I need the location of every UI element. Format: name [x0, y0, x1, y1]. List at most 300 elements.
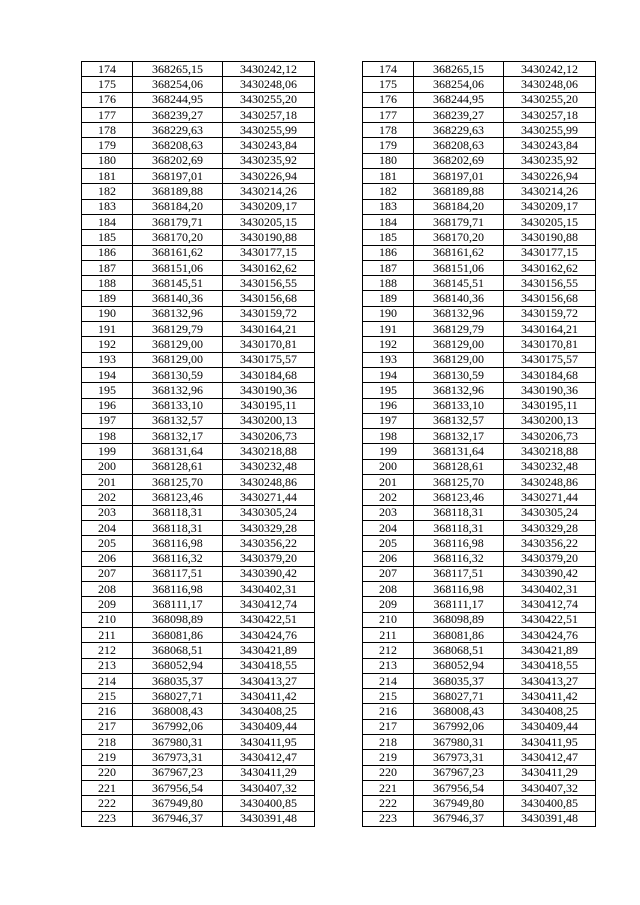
left-point-number-cell: 211	[82, 627, 133, 642]
left-y-coordinate-cell: 3430407,32	[223, 780, 315, 795]
column-gap	[314, 138, 362, 153]
left-y-coordinate-cell: 3430413,27	[223, 673, 315, 688]
table-row	[82, 658, 596, 673]
left-y-coordinate-cell: 3430248,06	[223, 77, 315, 92]
column-gap	[314, 673, 362, 688]
column-gap	[314, 627, 362, 642]
left-y-coordinate-cell: 3430400,85	[223, 796, 315, 811]
right-y-coordinate-cell: 3430418,55	[503, 658, 595, 673]
left-point-number-cell: 175	[82, 77, 133, 92]
table-row	[82, 459, 596, 474]
table-row	[82, 77, 596, 92]
right-point-number-cell: 207	[362, 566, 413, 581]
column-gap	[314, 612, 362, 627]
left-y-coordinate-cell: 3430412,47	[223, 750, 315, 765]
right-y-coordinate-cell: 3430257,18	[503, 107, 595, 122]
left-x-coordinate-cell: 368116,32	[133, 551, 223, 566]
right-y-coordinate-cell: 3430170,81	[503, 337, 595, 352]
column-gap	[314, 398, 362, 413]
right-y-coordinate-cell: 3430243,84	[503, 138, 595, 153]
left-y-coordinate-cell: 3430232,48	[223, 459, 315, 474]
left-point-number-cell: 220	[82, 765, 133, 780]
right-x-coordinate-cell: 368132,57	[414, 413, 504, 428]
left-x-coordinate-cell: 368179,71	[133, 214, 223, 229]
right-y-coordinate-cell: 3430411,29	[503, 765, 595, 780]
left-x-coordinate-cell: 368035,37	[133, 673, 223, 688]
right-y-coordinate-cell: 3430400,85	[503, 796, 595, 811]
left-point-number-cell: 208	[82, 582, 133, 597]
left-point-number-cell: 221	[82, 780, 133, 795]
right-x-coordinate-cell: 368189,88	[414, 184, 504, 199]
right-y-coordinate-cell: 3430391,48	[503, 811, 595, 826]
right-x-coordinate-cell: 368161,62	[414, 245, 504, 260]
right-y-coordinate-cell: 3430248,86	[503, 475, 595, 490]
right-x-coordinate-cell: 367956,54	[414, 780, 504, 795]
left-y-coordinate-cell: 3430195,11	[223, 398, 315, 413]
right-y-coordinate-cell: 3430242,12	[503, 62, 595, 77]
right-y-coordinate-cell: 3430271,44	[503, 490, 595, 505]
left-point-number-cell: 202	[82, 490, 133, 505]
left-x-coordinate-cell: 367980,31	[133, 735, 223, 750]
right-x-coordinate-cell: 368254,06	[414, 77, 504, 92]
table-row	[82, 245, 596, 260]
left-y-coordinate-cell: 3430402,31	[223, 582, 315, 597]
right-x-coordinate-cell: 368117,51	[414, 566, 504, 581]
right-x-coordinate-cell: 368081,86	[414, 627, 504, 642]
left-point-number-cell: 200	[82, 459, 133, 474]
right-y-coordinate-cell: 3430205,15	[503, 214, 595, 229]
right-y-coordinate-cell: 3430412,47	[503, 750, 595, 765]
left-x-coordinate-cell: 368116,98	[133, 582, 223, 597]
left-point-number-cell: 212	[82, 643, 133, 658]
right-y-coordinate-cell: 3430206,73	[503, 429, 595, 444]
right-point-number-cell: 179	[362, 138, 413, 153]
table-row	[82, 276, 596, 291]
right-x-coordinate-cell: 367967,23	[414, 765, 504, 780]
left-y-coordinate-cell: 3430391,48	[223, 811, 315, 826]
left-x-coordinate-cell: 368118,31	[133, 520, 223, 535]
right-y-coordinate-cell: 3430379,20	[503, 551, 595, 566]
table-row	[82, 429, 596, 444]
right-point-number-cell: 177	[362, 107, 413, 122]
left-point-number-cell: 178	[82, 123, 133, 138]
right-point-number-cell: 222	[362, 796, 413, 811]
right-x-coordinate-cell: 368098,89	[414, 612, 504, 627]
column-gap	[314, 780, 362, 795]
right-x-coordinate-cell: 368116,98	[414, 536, 504, 551]
column-gap	[314, 383, 362, 398]
left-x-coordinate-cell: 368123,46	[133, 490, 223, 505]
column-gap	[314, 490, 362, 505]
column-gap	[314, 459, 362, 474]
left-y-coordinate-cell: 3430209,17	[223, 199, 315, 214]
right-point-number-cell: 197	[362, 413, 413, 428]
right-y-coordinate-cell: 3430175,57	[503, 352, 595, 367]
left-point-number-cell: 183	[82, 199, 133, 214]
left-point-number-cell: 199	[82, 444, 133, 459]
right-x-coordinate-cell: 368118,31	[414, 520, 504, 535]
column-gap	[314, 260, 362, 275]
left-x-coordinate-cell: 368111,17	[133, 597, 223, 612]
left-x-coordinate-cell: 368244,95	[133, 92, 223, 107]
table-row	[82, 505, 596, 520]
left-point-number-cell: 186	[82, 245, 133, 260]
table-row	[82, 306, 596, 321]
coordinates-table	[81, 61, 596, 827]
right-point-number-cell: 223	[362, 811, 413, 826]
right-x-coordinate-cell: 368132,96	[414, 306, 504, 321]
right-x-coordinate-cell: 368111,17	[414, 597, 504, 612]
right-x-coordinate-cell: 367973,31	[414, 750, 504, 765]
right-x-coordinate-cell: 368035,37	[414, 673, 504, 688]
left-point-number-cell: 187	[82, 260, 133, 275]
column-gap	[314, 123, 362, 138]
table-row	[82, 184, 596, 199]
table-row	[82, 475, 596, 490]
left-x-coordinate-cell: 368132,17	[133, 429, 223, 444]
table-row	[82, 765, 596, 780]
left-x-coordinate-cell: 368239,27	[133, 107, 223, 122]
table-row	[82, 719, 596, 734]
left-x-coordinate-cell: 368145,51	[133, 276, 223, 291]
right-x-coordinate-cell: 368202,69	[414, 153, 504, 168]
right-y-coordinate-cell: 3430390,42	[503, 566, 595, 581]
right-x-coordinate-cell: 368129,79	[414, 322, 504, 337]
left-point-number-cell: 189	[82, 291, 133, 306]
table-row	[82, 383, 596, 398]
left-point-number-cell: 185	[82, 230, 133, 245]
left-point-number-cell: 184	[82, 214, 133, 229]
right-point-number-cell: 191	[362, 322, 413, 337]
right-x-coordinate-cell: 368130,59	[414, 367, 504, 382]
right-point-number-cell: 217	[362, 719, 413, 734]
right-point-number-cell: 214	[362, 673, 413, 688]
table-row	[82, 199, 596, 214]
left-point-number-cell: 204	[82, 520, 133, 535]
left-y-coordinate-cell: 3430159,72	[223, 306, 315, 321]
right-point-number-cell: 186	[362, 245, 413, 260]
right-point-number-cell: 209	[362, 597, 413, 612]
column-gap	[314, 689, 362, 704]
right-y-coordinate-cell: 3430421,89	[503, 643, 595, 658]
left-y-coordinate-cell: 3430184,68	[223, 367, 315, 382]
left-x-coordinate-cell: 367992,06	[133, 719, 223, 734]
table-row	[82, 582, 596, 597]
right-x-coordinate-cell: 368133,10	[414, 398, 504, 413]
left-y-coordinate-cell: 3430418,55	[223, 658, 315, 673]
left-y-coordinate-cell: 3430156,68	[223, 291, 315, 306]
right-y-coordinate-cell: 3430162,62	[503, 260, 595, 275]
table-row	[82, 153, 596, 168]
right-point-number-cell: 185	[362, 230, 413, 245]
column-gap	[314, 444, 362, 459]
table-row	[82, 536, 596, 551]
right-point-number-cell: 192	[362, 337, 413, 352]
table-row	[82, 138, 596, 153]
left-x-coordinate-cell: 368130,59	[133, 367, 223, 382]
right-y-coordinate-cell: 3430413,27	[503, 673, 595, 688]
left-point-number-cell: 194	[82, 367, 133, 382]
left-y-coordinate-cell: 3430329,28	[223, 520, 315, 535]
left-y-coordinate-cell: 3430190,88	[223, 230, 315, 245]
left-y-coordinate-cell: 3430255,20	[223, 92, 315, 107]
left-x-coordinate-cell: 368117,51	[133, 566, 223, 581]
right-y-coordinate-cell: 3430422,51	[503, 612, 595, 627]
right-x-coordinate-cell: 368123,46	[414, 490, 504, 505]
left-y-coordinate-cell: 3430356,22	[223, 536, 315, 551]
table-row	[82, 627, 596, 642]
column-gap	[314, 551, 362, 566]
right-point-number-cell: 199	[362, 444, 413, 459]
left-y-coordinate-cell: 3430412,74	[223, 597, 315, 612]
column-gap	[314, 199, 362, 214]
column-gap	[314, 643, 362, 658]
left-y-coordinate-cell: 3430235,92	[223, 153, 315, 168]
table-row	[82, 643, 596, 658]
left-x-coordinate-cell: 368151,06	[133, 260, 223, 275]
left-point-number-cell: 182	[82, 184, 133, 199]
left-x-coordinate-cell: 368116,98	[133, 536, 223, 551]
right-point-number-cell: 176	[362, 92, 413, 107]
left-x-coordinate-cell: 368132,57	[133, 413, 223, 428]
right-y-coordinate-cell: 3430156,55	[503, 276, 595, 291]
right-y-coordinate-cell: 3430190,88	[503, 230, 595, 245]
left-point-number-cell: 197	[82, 413, 133, 428]
column-gap	[314, 811, 362, 826]
column-gap	[314, 77, 362, 92]
left-y-coordinate-cell: 3430411,42	[223, 689, 315, 704]
left-x-coordinate-cell: 367946,37	[133, 811, 223, 826]
table-row	[82, 322, 596, 337]
left-point-number-cell: 203	[82, 505, 133, 520]
right-x-coordinate-cell: 368129,00	[414, 352, 504, 367]
right-point-number-cell: 203	[362, 505, 413, 520]
left-point-number-cell: 193	[82, 352, 133, 367]
left-y-coordinate-cell: 3430218,88	[223, 444, 315, 459]
right-x-coordinate-cell: 368068,51	[414, 643, 504, 658]
left-point-number-cell: 213	[82, 658, 133, 673]
left-y-coordinate-cell: 3430206,73	[223, 429, 315, 444]
left-x-coordinate-cell: 368129,00	[133, 352, 223, 367]
left-x-coordinate-cell: 367956,54	[133, 780, 223, 795]
left-point-number-cell: 192	[82, 337, 133, 352]
right-point-number-cell: 205	[362, 536, 413, 551]
right-y-coordinate-cell: 3430356,22	[503, 536, 595, 551]
left-y-coordinate-cell: 3430242,12	[223, 62, 315, 77]
column-gap	[314, 704, 362, 719]
column-gap	[314, 107, 362, 122]
right-point-number-cell: 210	[362, 612, 413, 627]
left-y-coordinate-cell: 3430271,44	[223, 490, 315, 505]
left-x-coordinate-cell: 367949,80	[133, 796, 223, 811]
column-gap	[314, 536, 362, 551]
right-point-number-cell: 200	[362, 459, 413, 474]
left-y-coordinate-cell: 3430255,99	[223, 123, 315, 138]
column-gap	[314, 322, 362, 337]
left-x-coordinate-cell: 368229,63	[133, 123, 223, 138]
left-x-coordinate-cell: 368254,06	[133, 77, 223, 92]
left-x-coordinate-cell: 368189,88	[133, 184, 223, 199]
right-y-coordinate-cell: 3430424,76	[503, 627, 595, 642]
left-point-number-cell: 214	[82, 673, 133, 688]
column-gap	[314, 597, 362, 612]
left-point-number-cell: 201	[82, 475, 133, 490]
table-row	[82, 214, 596, 229]
right-x-coordinate-cell: 368132,96	[414, 383, 504, 398]
left-y-coordinate-cell: 3430156,55	[223, 276, 315, 291]
left-x-coordinate-cell: 368118,31	[133, 505, 223, 520]
left-point-number-cell: 179	[82, 138, 133, 153]
right-y-coordinate-cell: 3430200,13	[503, 413, 595, 428]
right-point-number-cell: 215	[362, 689, 413, 704]
right-point-number-cell: 198	[362, 429, 413, 444]
left-x-coordinate-cell: 368027,71	[133, 689, 223, 704]
left-point-number-cell: 206	[82, 551, 133, 566]
table-row	[82, 123, 596, 138]
table-row	[82, 352, 596, 367]
column-gap	[314, 230, 362, 245]
column-gap	[314, 475, 362, 490]
left-point-number-cell: 218	[82, 735, 133, 750]
right-y-coordinate-cell: 3430159,72	[503, 306, 595, 321]
left-y-coordinate-cell: 3430248,86	[223, 475, 315, 490]
left-y-coordinate-cell: 3430164,21	[223, 322, 315, 337]
table-row	[82, 750, 596, 765]
left-y-coordinate-cell: 3430175,57	[223, 352, 315, 367]
table-row	[82, 260, 596, 275]
column-gap	[314, 750, 362, 765]
left-y-coordinate-cell: 3430390,42	[223, 566, 315, 581]
right-point-number-cell: 196	[362, 398, 413, 413]
column-gap	[314, 429, 362, 444]
left-point-number-cell: 209	[82, 597, 133, 612]
right-y-coordinate-cell: 3430408,25	[503, 704, 595, 719]
column-gap	[314, 62, 362, 77]
left-y-coordinate-cell: 3430205,15	[223, 214, 315, 229]
right-x-coordinate-cell: 368116,98	[414, 582, 504, 597]
table-row	[82, 444, 596, 459]
column-gap	[314, 276, 362, 291]
right-x-coordinate-cell: 368129,00	[414, 337, 504, 352]
right-x-coordinate-cell: 368132,17	[414, 429, 504, 444]
left-x-coordinate-cell: 367967,23	[133, 765, 223, 780]
left-x-coordinate-cell: 368202,69	[133, 153, 223, 168]
right-point-number-cell: 218	[362, 735, 413, 750]
right-x-coordinate-cell: 368027,71	[414, 689, 504, 704]
right-point-number-cell: 181	[362, 169, 413, 184]
right-x-coordinate-cell: 367980,31	[414, 735, 504, 750]
column-gap	[314, 796, 362, 811]
right-y-coordinate-cell: 3430411,95	[503, 735, 595, 750]
column-gap	[314, 169, 362, 184]
right-point-number-cell: 221	[362, 780, 413, 795]
table-row	[82, 398, 596, 413]
column-gap	[314, 352, 362, 367]
right-x-coordinate-cell: 368265,15	[414, 62, 504, 77]
column-gap	[314, 245, 362, 260]
left-point-number-cell: 188	[82, 276, 133, 291]
table-row	[82, 673, 596, 688]
table-row	[82, 780, 596, 795]
right-x-coordinate-cell: 368140,36	[414, 291, 504, 306]
right-x-coordinate-cell: 368170,20	[414, 230, 504, 245]
right-point-number-cell: 189	[362, 291, 413, 306]
table-row	[82, 230, 596, 245]
right-x-coordinate-cell: 368052,94	[414, 658, 504, 673]
table-row	[82, 413, 596, 428]
right-y-coordinate-cell: 3430184,68	[503, 367, 595, 382]
right-point-number-cell: 216	[362, 704, 413, 719]
left-x-coordinate-cell: 368081,86	[133, 627, 223, 642]
table-row	[82, 367, 596, 382]
column-gap	[314, 214, 362, 229]
right-x-coordinate-cell: 368197,01	[414, 169, 504, 184]
right-y-coordinate-cell: 3430235,92	[503, 153, 595, 168]
left-point-number-cell: 223	[82, 811, 133, 826]
left-x-coordinate-cell: 368161,62	[133, 245, 223, 260]
right-x-coordinate-cell: 368116,32	[414, 551, 504, 566]
left-point-number-cell: 196	[82, 398, 133, 413]
left-y-coordinate-cell: 3430411,95	[223, 735, 315, 750]
left-point-number-cell: 198	[82, 429, 133, 444]
left-point-number-cell: 215	[82, 689, 133, 704]
left-x-coordinate-cell: 368197,01	[133, 169, 223, 184]
column-gap	[314, 413, 362, 428]
left-y-coordinate-cell: 3430243,84	[223, 138, 315, 153]
right-y-coordinate-cell: 3430412,74	[503, 597, 595, 612]
left-y-coordinate-cell: 3430177,15	[223, 245, 315, 260]
left-y-coordinate-cell: 3430424,76	[223, 627, 315, 642]
right-point-number-cell: 175	[362, 77, 413, 92]
right-y-coordinate-cell: 3430409,44	[503, 719, 595, 734]
left-point-number-cell: 190	[82, 306, 133, 321]
left-y-coordinate-cell: 3430411,29	[223, 765, 315, 780]
left-x-coordinate-cell: 368208,63	[133, 138, 223, 153]
right-point-number-cell: 201	[362, 475, 413, 490]
left-point-number-cell: 219	[82, 750, 133, 765]
column-gap	[314, 306, 362, 321]
right-y-coordinate-cell: 3430164,21	[503, 322, 595, 337]
left-point-number-cell: 216	[82, 704, 133, 719]
right-point-number-cell: 190	[362, 306, 413, 321]
right-x-coordinate-cell: 368125,70	[414, 475, 504, 490]
right-point-number-cell: 194	[362, 367, 413, 382]
right-x-coordinate-cell: 368244,95	[414, 92, 504, 107]
right-y-coordinate-cell: 3430214,26	[503, 184, 595, 199]
right-y-coordinate-cell: 3430232,48	[503, 459, 595, 474]
right-x-coordinate-cell: 368145,51	[414, 276, 504, 291]
coordinates-table-body	[82, 62, 596, 827]
right-y-coordinate-cell: 3430329,28	[503, 520, 595, 535]
left-y-coordinate-cell: 3430226,94	[223, 169, 315, 184]
table-row	[82, 735, 596, 750]
left-x-coordinate-cell: 368125,70	[133, 475, 223, 490]
table-row	[82, 62, 596, 77]
right-point-number-cell: 178	[362, 123, 413, 138]
column-gap	[314, 153, 362, 168]
left-point-number-cell: 195	[82, 383, 133, 398]
left-x-coordinate-cell: 368098,89	[133, 612, 223, 627]
right-y-coordinate-cell: 3430190,36	[503, 383, 595, 398]
left-x-coordinate-cell: 368132,96	[133, 383, 223, 398]
left-point-number-cell: 207	[82, 566, 133, 581]
right-x-coordinate-cell: 367946,37	[414, 811, 504, 826]
right-point-number-cell: 188	[362, 276, 413, 291]
left-x-coordinate-cell: 368008,43	[133, 704, 223, 719]
right-point-number-cell: 204	[362, 520, 413, 535]
right-x-coordinate-cell: 368208,63	[414, 138, 504, 153]
right-point-number-cell: 180	[362, 153, 413, 168]
